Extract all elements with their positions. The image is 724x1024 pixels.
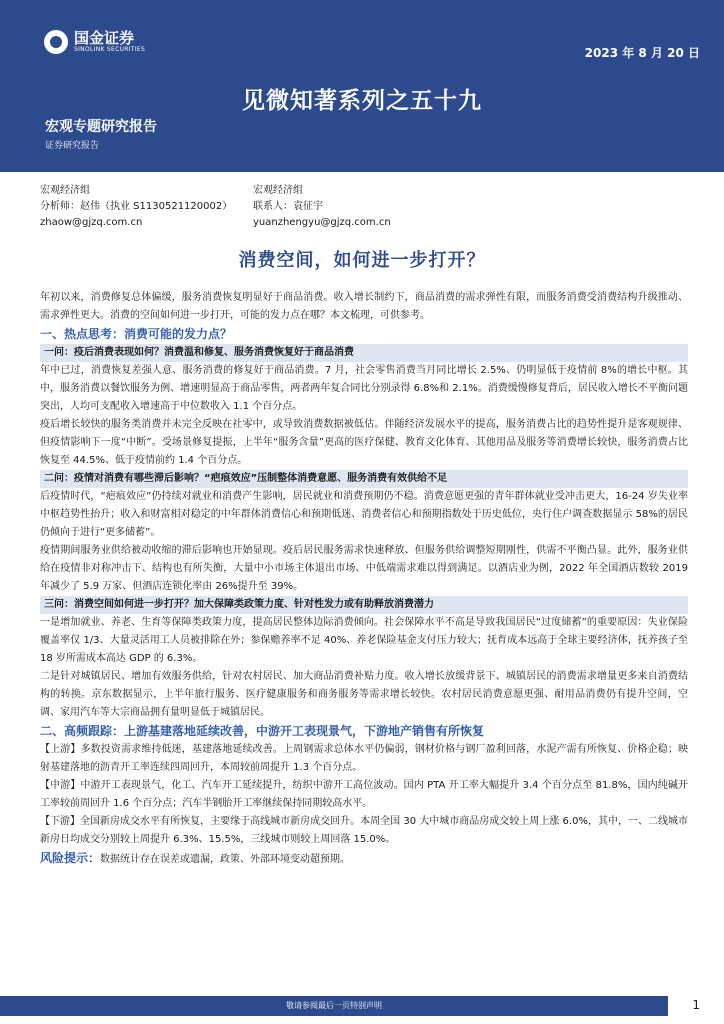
body-paragraph: 年中已过，消费恢复差强人意、服务消费的修复好于商品消费。7 月，社会零售消费当月同比增长 2.5%、仍明显低于疫情前 8%的增长中枢。其中，服务消费以餐饮服务为例、增速明显高于商品零售，两者两年复合同比分别录得 6.8%和 2.1%。消费缓慢修复背后，居民收入增长不平衡问题突出，人均可支配收入增速高于中位数收入 1.1 个百分点。 bbox=[40, 365, 688, 412]
question-heading-1: 一问：疫后消费表现如何？消费温和修复、服务消费恢复好于商品消费 bbox=[40, 344, 688, 362]
body-paragraph: 疫后增长较快的服务类消费并未完全反映在社零中，或导致消费数据被低估。伴随经济发展水平的提高，服务消费占比的趋势性提升是客观规律、但疫情影响下一度“中断”。受场景修复提振，上半年“服务含量”更高的医疗保健、教育文化体育、其他用品及服务等消费增长较快，服务消费占比恢复至 44.5%、低于疫情前约 1.4 个百分点。 bbox=[40, 419, 688, 466]
report-body bbox=[40, 289, 688, 869]
body-paragraph: 疫情期间服务业供给被动收缩的滞后影响也开始显现。疫后居民服务需求快速释放、但服务供给调整短期刚性，供需不平衡凸显。此外，服务业供给在疫情非对称冲击下、结构也有所失衡，大量中小市场主体退出市场、中低端需求难以得到满足。以酒店业为例，2022 年全国酒店数较 2019 年减少了 5.9 万家、但酒店连锁化率由 26%提升至 39%。 bbox=[40, 545, 688, 592]
midstream-paragraph: 【中游】中游开工表现景气，化工、汽车开工延续提升，纺织中游开工高位波动。国内 PTA 开工率大幅提升 3.4 个百分点至 81.8%，国内纯碱开工率较前周回升 1.6 个百分点；汽车半钢胎开工率继续保持同期较高水平。 bbox=[40, 780, 688, 809]
upstream-paragraph: 【上游】多数投资需求维持低迷，基建落地延续改善。上周钢需求总体水平仍偏弱，钢材价格与钢厂盈利回落，水泥产需有所恢复、价格企稳；映射基建落地的沥青开工率连续四周回升，本周较前周提升 1.3 个百分点。 bbox=[40, 744, 688, 773]
author-line: 联系人：袁征宇 bbox=[253, 201, 323, 212]
logo-mark-icon bbox=[44, 30, 68, 54]
author-block-right bbox=[253, 183, 391, 231]
section-heading-2: 二、高频跟踪：上游基建落地延续改善，中游开工表现景气，下游地产销售有所恢复 bbox=[40, 724, 485, 738]
footer-disclaimer: 敬请参阅最后一页特别声明 bbox=[286, 1001, 382, 1010]
report-date: 2023 年 8 月 20 日 bbox=[584, 46, 700, 60]
logo-text-cn: 国金证券 bbox=[74, 29, 135, 47]
risk-paragraph bbox=[40, 849, 688, 869]
logo bbox=[44, 30, 145, 54]
section-heading-1: 一、热点思考：消费可能的发力点？ bbox=[40, 327, 233, 341]
report-subtype: 证券研究报告 bbox=[45, 141, 100, 151]
series-title: 见微知著系列之五十九 bbox=[242, 88, 482, 114]
report-type: 宏观专题研究报告 bbox=[45, 119, 157, 135]
risk-text: 数据统计存在误差或遗漏，政策、外部环境变动超预期。 bbox=[100, 854, 351, 865]
intro-paragraph: 年初以来，消费修复总体偏缓，服务消费恢复明显好于商品消费。收入增长制约下，商品消费的需求弹性有限，而服务消费受消费结构升级推动、需求弹性更大。消费的空间如何进一步打开，可能的发力点在哪？本文梳理，可供参考。 bbox=[40, 292, 688, 321]
main-title: 消费空间，如何进一步打开？ bbox=[238, 250, 486, 271]
author-email[interactable]: yuanzhengyu@gjzq.com.cn bbox=[253, 217, 391, 228]
page-number: 1 bbox=[692, 998, 700, 1012]
author-email[interactable]: zhaow@gjzq.com.cn bbox=[40, 217, 143, 228]
author-group: 宏观经济组 bbox=[253, 185, 303, 196]
body-paragraph: 二是针对城镇居民、增加有效服务供给，针对农村居民、加大商品消费补贴力度。收入增长放缓背景下、城镇居民的消费需求增量更多来自消费结构的转换。京东数据显示，上半年旅行服务、医疗健康服务和商务服务等需求增长较快。农村居民消费意愿更强、耐用品消费仍有提升空间，空调、家用汽车等大宗商品拥有量明显低于城镇居民。 bbox=[40, 671, 688, 718]
author-line: 分析师：赵伟（执业 S1130521120002） bbox=[40, 201, 233, 212]
body-paragraph: 后疫情时代，“疤痕效应”仍持续对就业和消费产生影响，居民就业和消费预期仍不稳。消费意愿更强的青年群体就业受冲击更大，16-24 岁失业率中枢趋势性抬升；收入和财富相对稳定的中年群体消费信心和预期低迷、消费者信心和预期指数处于历史低位，央行住户调查数据显示 58%的居民仍倾向于进行“更多储蓄”。 bbox=[40, 491, 688, 538]
question-heading-3: 三问：消费空间如何进一步打开？加大保障类政策力度、针对性发力或有助释放消费潜力 bbox=[40, 596, 688, 614]
downstream-paragraph: 【下游】全国新房成交水平有所恢复，主要缘于高线城市新房成交回升。本周全国 30 大中城市商品房成交较上周上涨 6.0%，其中，一、二线城市新房日均成交分别较上周提升 6.3%、15.5%，三线城市则较上周回落 15.0%。 bbox=[40, 816, 688, 845]
risk-label: 风险提示： bbox=[40, 851, 101, 865]
author-block-left bbox=[40, 183, 232, 231]
body-paragraph: 一是增加就业、养老、生育等保障类政策力度，提高居民整体边际消费倾向。社会保障水平不高是导致我国居民“过度储蓄”的重要原因：失业保险覆盖率仅 1/3、大量灵活用工人员被排除在外；参保赡养率不足 40%、养老保险基金支付压力较大；抚育成本远高于全球主要经济体，抚养孩子至 18 岁所需成本高达 GDP 的 6.3%。 bbox=[40, 617, 688, 664]
logo-text-en: SINOLINK SECURITIES bbox=[74, 46, 146, 53]
author-group: 宏观经济组 bbox=[40, 185, 90, 196]
question-heading-2: 二问：疫情对消费有哪些滞后影响？“疤痕效应”压制整体消费意愿、服务消费有效供给不足 bbox=[40, 470, 688, 488]
